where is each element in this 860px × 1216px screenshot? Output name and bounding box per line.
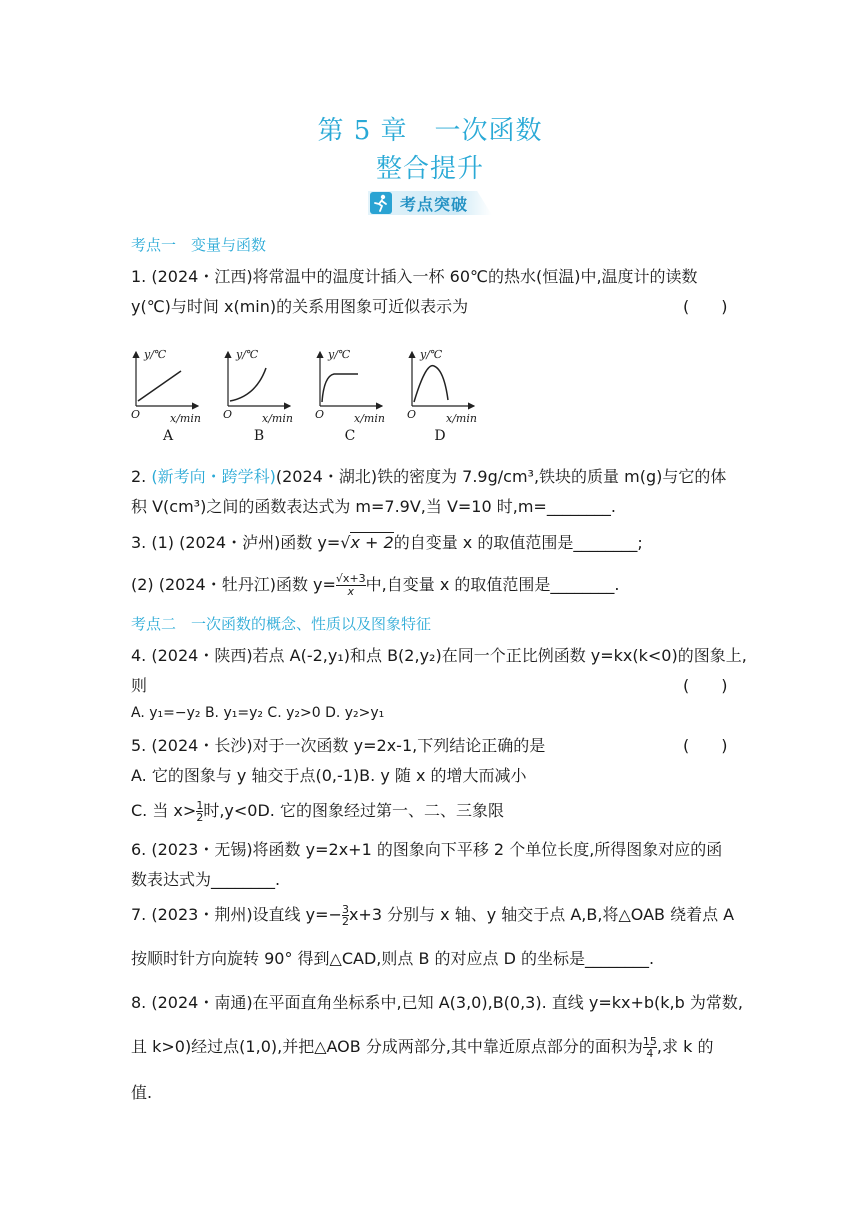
- q8-line2-post: ,求 k 的: [656, 1037, 714, 1056]
- q6-line2: 数表达式为________.: [131, 870, 281, 889]
- q8-line3: 值.: [131, 1083, 153, 1102]
- q3-radicand: x + 2: [350, 533, 394, 552]
- q3-frac-num: √x+3: [335, 572, 366, 585]
- running-person-icon: [370, 192, 392, 214]
- q7-line1-pre: 7. (2023・荆州)设直线 y=−: [131, 905, 342, 924]
- q7-line1: [131, 902, 734, 927]
- q3-part1: [131, 530, 643, 553]
- q5-optc-pre: C. 当 x>: [131, 801, 197, 820]
- q5-frac-num: 1: [196, 799, 204, 812]
- section-2-title: 考点二 一次函数的概念、性质以及图象特征: [131, 615, 432, 633]
- graph-d-origin: O: [407, 408, 417, 421]
- graph-a-origin: O: [131, 408, 141, 421]
- page-subtitle: 整合提升: [375, 154, 484, 184]
- graph-b-ylabel: y/℃: [236, 348, 259, 361]
- q1-graphs: [126, 346, 726, 446]
- section-1-title: 考点一 变量与函数: [131, 236, 267, 254]
- graph-a-ylabel: y/℃: [144, 348, 167, 361]
- q3-frac-den: x: [347, 585, 355, 598]
- graph-b-xlabel: x/min: [262, 412, 293, 425]
- q3-part2-pre: (2) (2024・牡丹江)函数 y=: [131, 575, 336, 594]
- q6-line1: 6. (2023・无锡)将函数 y=2x+1 的图象向下平移 2 个单位长度,所得图象对应的函: [131, 840, 723, 859]
- q3-part1-pre: 3. (1) (2024・泸州)函数 y=: [131, 533, 341, 552]
- graph-b-origin: O: [223, 408, 233, 421]
- q5-line1: 5. (2024・长沙)对于一次函数 y=2x-1,下列结论正确的是: [131, 736, 546, 755]
- option-a-label: A: [162, 428, 174, 444]
- q8-line1: 8. (2024・南通)在平面直角坐标系中,已知 A(3,0),B(0,3). 直线 y=kx+b(k,b 为常数,: [131, 993, 743, 1012]
- q7-fraction: [342, 904, 349, 927]
- q8-line2: [131, 1034, 713, 1059]
- graph-d-ylabel: y/℃: [420, 348, 443, 361]
- q8-frac-num: 15: [642, 1035, 657, 1048]
- q4-line1: 4. (2024・陕西)若点 A(-2,y₁)和点 B(2,y₂)在同一个正比例函数 y=kx(k<0)的图象上,: [131, 646, 747, 665]
- graph-d-xlabel: x/min: [446, 412, 477, 425]
- q3-fraction: [336, 573, 366, 598]
- q4-answer-paren: ( ): [683, 676, 728, 695]
- q7-line2: 按顺时针方向旋转 90° 得到△CAD,则点 B 的对应点 D 的坐标是________.: [131, 949, 655, 968]
- q5-optc-post: 时,y<0D. 它的图象经过第一、二、三象限: [203, 801, 504, 820]
- q7-frac-den: 2: [341, 915, 349, 928]
- chapter-title: 第 5 章 一次函数: [317, 116, 543, 146]
- q4-line2: 则: [131, 676, 148, 695]
- q3-part2-post: 中,自变量 x 的取值范围是________.: [365, 575, 620, 594]
- graph-c-ylabel: y/℃: [328, 348, 351, 361]
- q2-line1: 2. (新考向・跨学科)(2024・湖北)铁的密度为 7.9g/cm³,铁块的质量 m(g)与它的体: [131, 467, 727, 486]
- q1-line1: 1. (2024・江西)将常温中的温度计插入一杯 60℃的热水(恒温)中,温度计的读数: [131, 267, 698, 286]
- q2-line2: 积 V(cm³)之间的函数表达式为 m=7.9V,当 V=10 时,m=________.: [131, 497, 616, 516]
- q2-tag: (新考向・跨学科): [151, 467, 276, 486]
- q1-answer-paren: ( ): [683, 297, 728, 316]
- q7-frac-num: 3: [341, 903, 349, 916]
- q5-answer-paren: ( ): [683, 736, 728, 755]
- q5-frac-den: 2: [196, 811, 204, 824]
- graph-a-xlabel: x/min: [170, 412, 201, 425]
- option-b-label: B: [253, 428, 265, 444]
- q5-options-cd: [131, 798, 504, 823]
- q1-line2: y(℃)与时间 x(min)的关系用图象可近似表示为: [131, 297, 469, 316]
- q7-line1-post: x+3 分别与 x 轴、y 轴交于点 A,B,将△OAB 绕着点 A: [348, 905, 735, 924]
- q2-line1-rest: (2024・湖北)铁的密度为 7.9g/cm³,铁块的质量 m(g)与它的体: [275, 467, 727, 486]
- option-d-label: D: [434, 428, 446, 444]
- graph-c-origin: O: [315, 408, 325, 421]
- q3-part2: [131, 572, 619, 598]
- q3-part1-post: 的自变量 x 的取值范围是________;: [393, 533, 643, 552]
- q8-line2-pre: 且 k>0)经过点(1,0),并把△AOB 分成两部分,其中靠近原点部分的面积为: [131, 1037, 643, 1056]
- sqrt-icon: √: [340, 533, 351, 552]
- q4-options: A. y₁=−y₂ B. y₁=y₂ C. y₂>0 D. y₂>y₁: [131, 705, 385, 721]
- q8-fraction: [643, 1036, 657, 1059]
- graph-c-xlabel: x/min: [354, 412, 385, 425]
- q8-frac-den: 4: [646, 1047, 654, 1060]
- option-c-label: C: [344, 428, 356, 444]
- section-badge: [368, 191, 492, 215]
- badge-label: 考点突破: [400, 195, 469, 214]
- q5-options-ab: A. 它的图象与 y 轴交于点(0,-1)B. y 随 x 的增大而减小: [131, 766, 527, 785]
